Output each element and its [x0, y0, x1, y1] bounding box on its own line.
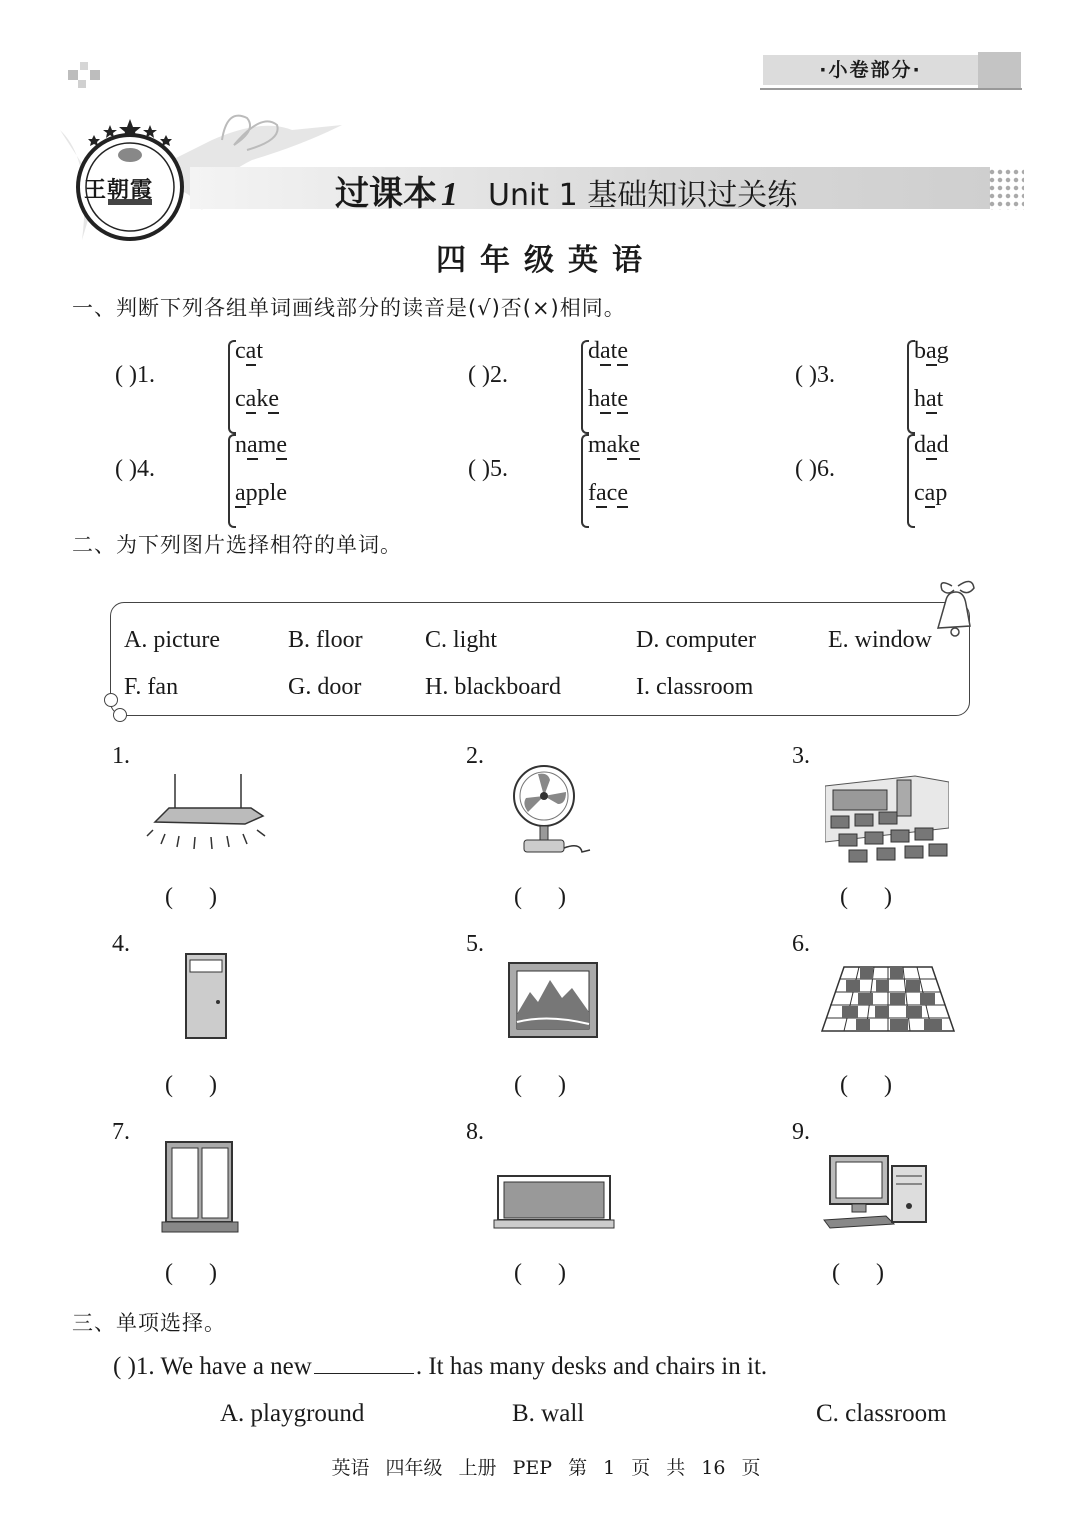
answer-paren-2[interactable]: ( )2.: [468, 362, 508, 388]
section-2-heading: 二、为下列图片选择相符的单词。: [72, 533, 402, 557]
question-1: [113, 1353, 767, 1381]
answer-blank-8[interactable]: ( ): [514, 1260, 566, 1286]
answer-blank-1[interactable]: ( ): [165, 884, 217, 910]
option-b: B. floor: [288, 627, 363, 653]
picture-number-3: 3.: [792, 743, 810, 769]
option-d: D. computer: [636, 627, 756, 653]
answer-paren-4[interactable]: ( )4.: [115, 456, 155, 482]
option-e: E. window: [828, 627, 932, 653]
word-date: date: [588, 338, 628, 364]
publisher-logo: [74, 115, 186, 249]
section-1-heading: 一、判断下列各组单词画线部分的读音是(√)否(×)相同。: [72, 296, 626, 320]
title-number: 1: [441, 176, 458, 213]
ceiling-light-icon: [145, 772, 271, 854]
picture-number-5: 5.: [466, 931, 484, 957]
answer-paren-6[interactable]: ( )6.: [795, 456, 835, 482]
word-face: face: [588, 480, 628, 506]
title-dots: [988, 168, 1024, 210]
answer-paren-1[interactable]: ( )1.: [115, 362, 155, 388]
answer-blank-9[interactable]: ( ): [832, 1260, 884, 1286]
question-1-stem: ( )1. We have a new: [113, 1353, 312, 1380]
picture-number-6: 6.: [792, 931, 810, 957]
option-g: G. door: [288, 674, 362, 700]
logo-text: 王朝霞: [84, 177, 154, 203]
tag-underline: [760, 88, 1022, 90]
classroom-icon: [825, 772, 949, 864]
picture-number-8: 8.: [466, 1119, 484, 1145]
answer-blank-5[interactable]: ( ): [514, 1072, 566, 1098]
title-prefix: 过课本: [335, 174, 437, 214]
option-h: H. blackboard: [425, 674, 561, 700]
question-1-rest: . It has many desks and chairs in it.: [415, 1353, 768, 1380]
blackboard-icon: [492, 1172, 616, 1232]
answer-blank-2[interactable]: ( ): [514, 884, 566, 910]
answer-blank-7[interactable]: ( ): [165, 1260, 217, 1286]
title-unit: Unit 1 基础知识过关练: [488, 178, 798, 213]
computer-icon: [822, 1154, 932, 1230]
picture-number-2: 2.: [466, 743, 484, 769]
option-f: F. fan: [124, 674, 179, 700]
tiled-floor-icon: [820, 965, 956, 1035]
word-cake: cake: [235, 386, 279, 412]
word-name: name: [235, 432, 287, 458]
word-make: make: [588, 432, 640, 458]
box-ring-2: [113, 708, 127, 722]
option-i: I. classroom: [636, 674, 754, 700]
question-1-blank[interactable]: [314, 1355, 414, 1374]
answer-paren-5[interactable]: ( )5.: [468, 456, 508, 482]
answer-blank-4[interactable]: ( ): [165, 1072, 217, 1098]
option-c: C. light: [425, 627, 498, 653]
answer-blank-3[interactable]: ( ): [840, 884, 892, 910]
choice-c[interactable]: C. classroom: [816, 1400, 947, 1427]
word-cap: cap: [914, 480, 948, 506]
choice-b[interactable]: B. wall: [512, 1400, 585, 1427]
word-hat: hat: [914, 386, 944, 412]
picture-number-9: 9.: [792, 1119, 810, 1145]
page-subtitle: 四年级英语: [436, 243, 656, 278]
word-dad: dad: [914, 432, 949, 458]
word-bag: bag: [914, 338, 949, 364]
page-footer: 英语 四年级 上册 PEP 第 1 页 共 16 页: [331, 1457, 761, 1479]
section-3-heading: 三、单项选择。: [72, 1311, 226, 1335]
choice-a[interactable]: A. playground: [220, 1400, 365, 1427]
picture-number-7: 7.: [112, 1119, 130, 1145]
page-title: [335, 166, 797, 215]
word-hate: hate: [588, 386, 628, 412]
door-icon: [184, 952, 228, 1040]
paper-section-tag: ·小卷部分·: [763, 55, 978, 85]
box-ring-1: [104, 693, 118, 707]
word-cat: cat: [235, 338, 263, 364]
option-a: A. picture: [124, 627, 220, 653]
picture-number-1: 1.: [112, 743, 130, 769]
framed-picture-icon: [508, 962, 598, 1038]
picture-number-4: 4.: [112, 931, 130, 957]
answer-blank-6[interactable]: ( ): [840, 1072, 892, 1098]
tag-side-block: [978, 52, 1021, 88]
answer-paren-3[interactable]: ( )3.: [795, 362, 835, 388]
electric-fan-icon: [508, 762, 594, 858]
bell-icon: [928, 576, 988, 640]
word-apple: apple: [235, 480, 287, 506]
window-icon: [160, 1140, 242, 1236]
